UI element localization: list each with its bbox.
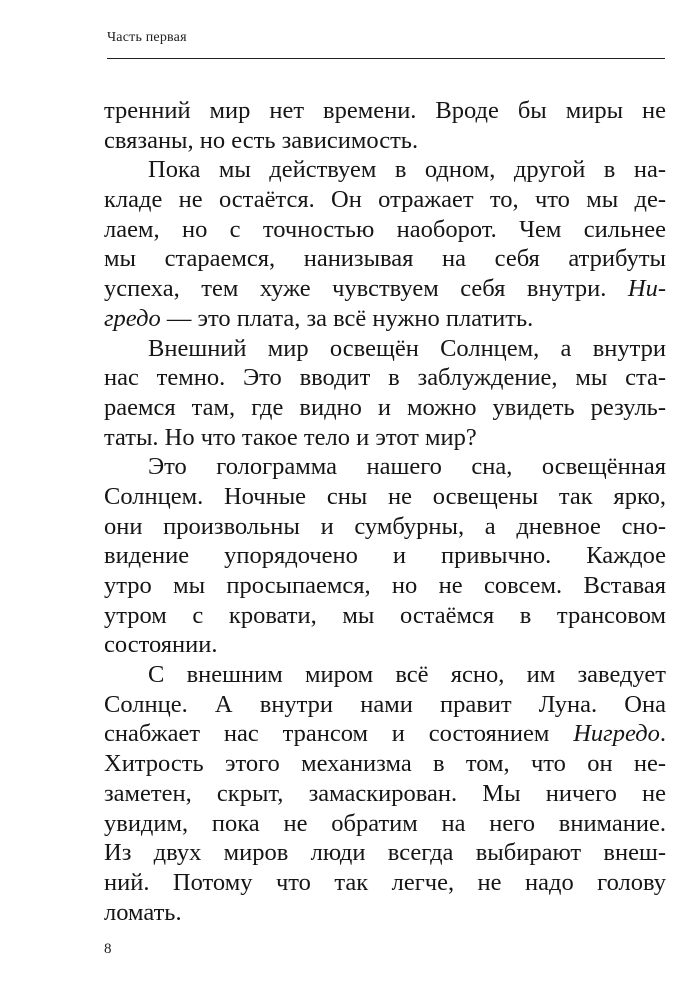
text-line: Это голограмма нашего сна, освещённая	[148, 453, 666, 481]
text-line: мы стараемся, нанизывая на себя атрибуты	[104, 245, 666, 273]
text-line: таты. Но что такое тело и этот мир?	[104, 423, 477, 451]
header-rule	[107, 58, 665, 59]
text-line: кладе не остаётся. Он отражает то, что мы де-	[104, 186, 666, 214]
text-line: состоянии.	[104, 631, 218, 659]
text-line: ломать.	[104, 898, 182, 926]
running-title: Часть первая	[107, 30, 187, 45]
text-line: Пока мы действуем в одном, другой в на-	[148, 156, 666, 184]
italic-term: Ни-	[627, 275, 666, 303]
text-line: ний. Потому что так легче, не надо голову	[104, 868, 666, 896]
text-line: заметен, скрыт, замаскирован. Мы ничего не	[104, 779, 666, 807]
text-line: лаем, но с точностью наоборот. Чем сильнее	[104, 215, 666, 243]
text-line: связаны, но есть зависимость.	[104, 126, 419, 154]
text-line: тренний мир нет времени. Вроде бы миры не	[104, 97, 666, 124]
italic-term: гредо	[104, 304, 161, 332]
text-line: увидим, пока не обратим на него внимание.	[104, 809, 666, 837]
text-line: снабжает нас трансом и состоянием Нигредо.	[104, 720, 666, 748]
text-line: Хитрость этого механизма в том, что он не-	[104, 750, 666, 778]
text-line: раемся там, где видно и можно увидеть резуль-	[104, 393, 666, 421]
text-line: С внешним миром всё ясно, им заведует	[148, 661, 666, 689]
text-line: гредо — это плата, за всё нужно платить.	[104, 304, 534, 332]
text-line: утро мы просыпаемся, но не совсем. Вставая	[104, 572, 666, 599]
text-line: они произвольны и сумбурны, а дневное сно-	[104, 512, 666, 540]
text-line: успеха, тем хуже чувствуем себя внутри. Ни-	[104, 275, 666, 303]
text-line: утром с кровати, мы остаёмся в трансовом	[104, 601, 666, 629]
text-line: Внешний мир освещён Солнцем, а внутри	[148, 334, 666, 362]
text-line: Солнце. А внутри нами правит Луна. Она	[104, 690, 666, 718]
text-line: Солнцем. Ночные сны не освещены так ярко,	[104, 482, 666, 510]
text-line: нас темно. Это вводит в заблуждение, мы ста-	[104, 364, 666, 392]
italic-term: Нигредо	[573, 720, 660, 748]
body-text	[104, 96, 666, 927]
text-line: видение упорядочено и привычно. Каждое	[104, 542, 666, 570]
text-line: Из двух миров люди всегда выбирают внеш-	[104, 839, 666, 867]
page-number: 8	[104, 941, 112, 957]
